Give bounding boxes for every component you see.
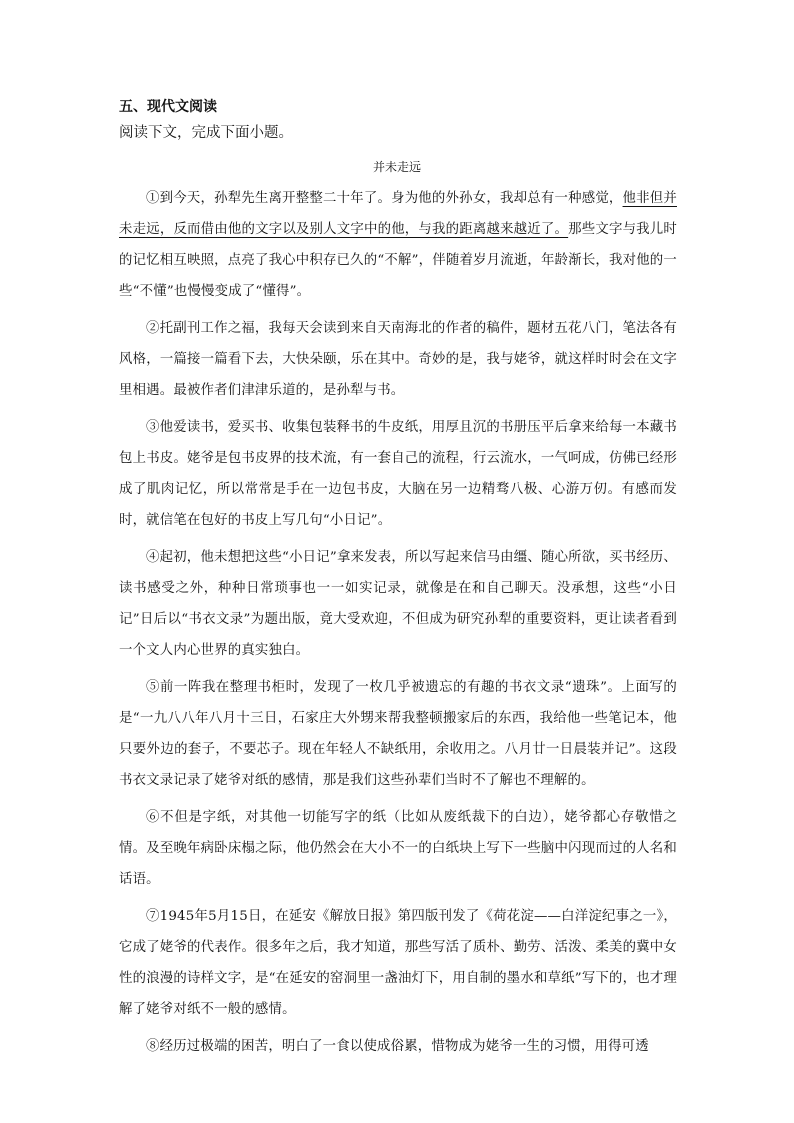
paragraph-1-rest: 那些文字与我儿时的记忆相互映照，点亮了我心中积存已久的“不解”，伴随着岁月流逝，年龄渐长，我对他的一些“不懂”也慢慢变成了“懂得”。 <box>119 222 677 299</box>
paragraph-3: ③他爱读书，爱买书、收集包装释书的牛皮纸，用厚且沉的书册压平后拿来给每一本藏书包上书皮。姥爷是包书皮界的技术流，有一套自己的流程，行云流水，一气呵成，仿佛已经形成了肌肉记忆，所以常常是手在一边包书皮，大脑在另一边精骛八极、心游万仞。有感而发时，就信笔在包好的书皮上写几句“小日记”。 <box>119 420 677 528</box>
paragraph-6: ⑥不但是字纸，对其他一切能写字的纸（比如从废纸裁下的白边），姥爷都心存敬惜之情。及至晚年病卧床榻之际，他仍然会在大小不一的白纸块上写下一些脑中闪现而过的人名和话语。 <box>119 810 677 887</box>
paragraph-8: ⑧经历过极端的困苦，明白了一食以使成俗累，惜物成为姥爷一生的习惯，用得可透 <box>146 1039 649 1054</box>
underlined-sentence: 他非但并未走远，反而借由他的文字以及别人文字中的他，与我的距离越来越近了。 <box>119 191 677 237</box>
paragraph-4: ④起初，他未想把这些“小日记”拿来发表，所以写起来信马由缰、随心所欲，买书经历、读书感受之外，种种日常琐事也一一如实记录，就像是在和自己聊天。没承想，这些“小日记”日后以“书衣文录”为题出版，竟大受欢迎，不但成为研究孙犁的重要资料，更让读者看到一个文人内心世界的真实独白。 <box>119 550 677 658</box>
section-title: 五、现代文阅读 <box>119 99 217 115</box>
article-body <box>119 183 677 1062</box>
paragraph-1-lead: ①到今天，孙犁先生离开整整二十年了。身为他的外孙女，我却总有一种感觉， <box>146 191 623 206</box>
paragraph-1 <box>119 183 677 307</box>
paragraph-2: ②托副刊工作之福，我每天会读到来自天南海北的作者的稿件，题材五花八门，笔法各有风格，一篇接一篇看下去，大快朵颐，乐在其中。奇妙的是，我与姥爷，就这样时时会在文字里相遇。最被作者们津津乐道的，是孙犁与书。 <box>119 321 677 398</box>
paragraph-5: ⑤前一阵我在整理书柜时，发现了一枚几乎被遗忘的有趣的书衣文录“遗珠”。上面写的是“一九八八年八月十三日，石家庄大外甥来帮我整顿搬家后的东西，我给他一些笔记本，他只要外边的套子，不要芯子。现在年轻人不缺纸用，余收用之。八月廿一日晨装并记”。这段书衣文录记录了姥爷对纸的感情，那是我们这些孙辈们当时不了解也不理解的。 <box>119 680 677 788</box>
article-title: 并未走远 <box>372 160 421 174</box>
paragraph-7: ⑦1945年5月15日，在延安《解放日报》第四版刊发了《荷花淀——白洋淀纪事之一》，它成了姥爷的代表作。很多年之后，我才知道，那些写活了质朴、勤劳、活泼、柔美的冀中女性的浪漫的诗样文字，是“在延安的窑洞里一盏油灯下，用自制的墨水和草纸”写下的，也才理解了姥爷对纸不一般的感情。 <box>119 909 677 1017</box>
instruction-text: 阅读下文，完成下面小题。 <box>119 125 293 141</box>
